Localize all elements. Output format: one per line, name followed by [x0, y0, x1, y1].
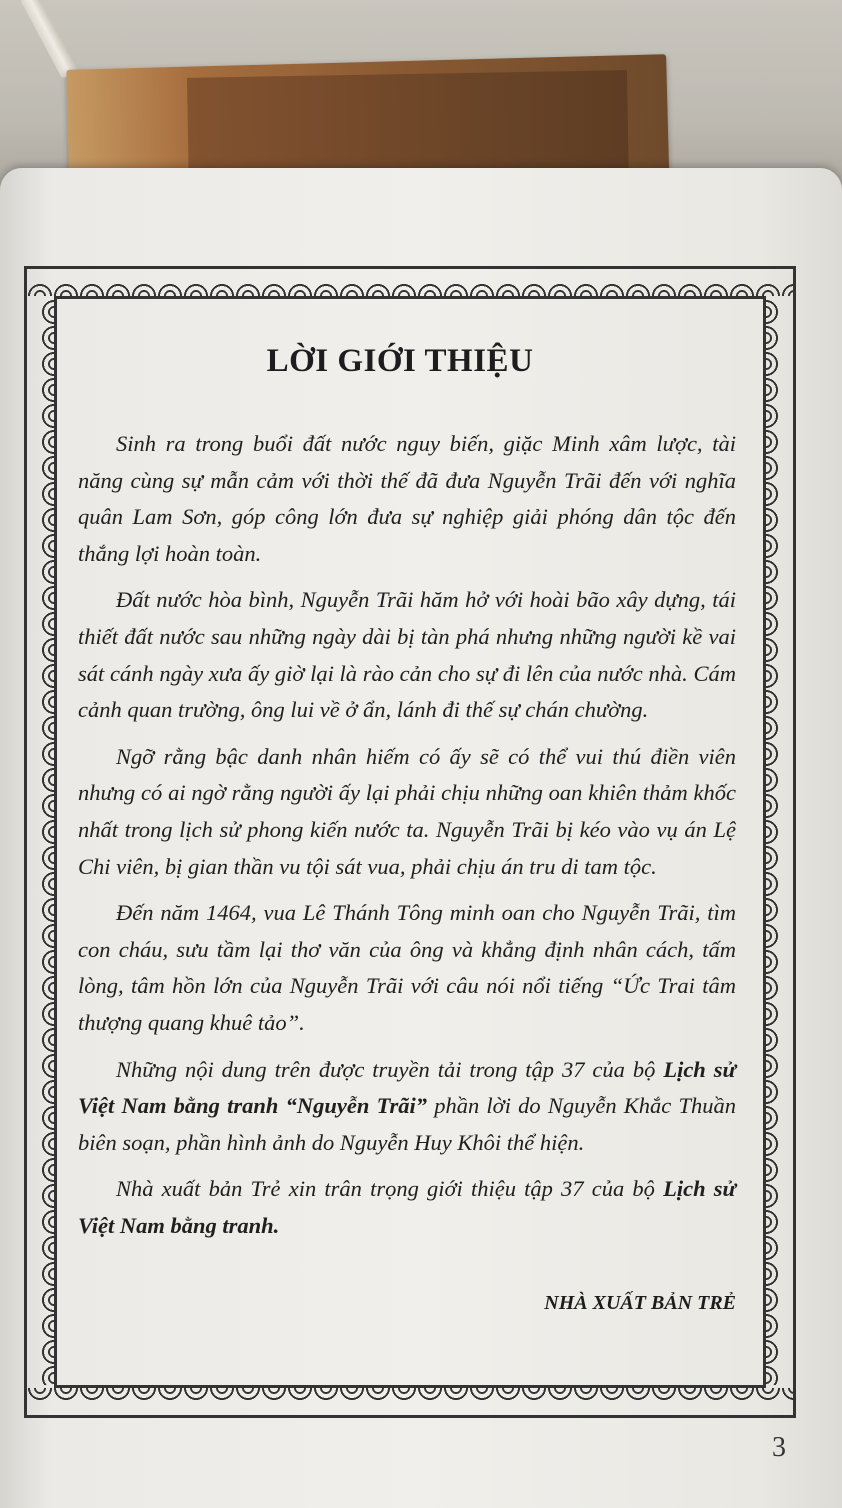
page-title: LỜI GIỚI THIỆU: [266, 343, 534, 379]
paragraph-3: Ngỡ rằng bậc danh nhân hiếm có ấy sẽ có thể vui thú điền viên nhưng có ai ngờ rằng người ấy lại phải chịu những oan khiên thảm khốc nhất trong lịch sử phong kiến nước ta. Nguyễn Trãi bị kéo vào vụ án Lệ Chi viên, bị gian thần vu tội sát vua, phải chịu án tru di tam tộc.: [78, 743, 736, 879]
paragraph-1: Sinh ra trong buổi đất nước nguy biến, giặc Minh xâm lược, tài năng cùng sự mẫn cảm với thời thế đã đưa Nguyễn Trãi đến với nghĩa quân Lam Sơn, góp công lớn đưa sự nghiệp giải phóng dân tộc đến thắng lợi hoàn toàn.: [78, 431, 736, 566]
paragraph-5-start: Những nội dung trên được truyền tải trong tập 37 của bộ: [116, 1056, 664, 1082]
paragraph-5: [78, 1052, 736, 1162]
ornament-border-right: [766, 299, 793, 1385]
paragraph-6: [78, 1171, 736, 1244]
paragraph-4: Đến năm 1464, vua Lê Thánh Tông minh oan cho Nguyễn Trãi, tìm con cháu, sưu tầm lại thơ văn của ông và khẳng định nhân cách, tấm lòng, tâm hồn lớn của Nguyễn Trãi với câu nói nổi tiếng “Ức Trai tâm thượng quang khuê tảo”.: [78, 900, 736, 1035]
series-name-bold: Lịch sử Việt Nam bằng tranh.: [78, 1176, 737, 1238]
series-title-bold: Lịch sử Việt Nam bằng tranh “Nguyễn Trãi”: [78, 1056, 737, 1119]
ornament-border-bottom: [27, 1388, 793, 1415]
ornament-border-top: [27, 269, 793, 296]
paragraph-5-end: phần lời do Nguyễn Khắc Thuần biên soạn, phần hình ảnh do Nguyễn Huy Khôi thể hiện.: [78, 1093, 737, 1155]
paragraph-6-start: Nhà xuất bản Trẻ xin trân trọng giới thiệu tập 37 của bộ: [116, 1176, 664, 1202]
publisher-signature: NHÀ XUẤT BẢN TRẺ: [544, 1292, 736, 1314]
ornament-border-left: [27, 299, 54, 1385]
page-number: 3: [772, 1432, 786, 1463]
introduction-text: [78, 426, 736, 1254]
paragraph-2: Đất nước hòa bình, Nguyễn Trãi hăm hở với hoài bão xây dựng, tái thiết đất nước sau những ngày dài bị tàn phá nhưng những người kề vai sát cánh ngày xưa ấy giờ lại là rào cản cho sự đi lên của nước nhà. Cám cảnh quan trường, ông lui về ở ẩn, lánh đi thế sự chán chường.: [78, 587, 736, 723]
